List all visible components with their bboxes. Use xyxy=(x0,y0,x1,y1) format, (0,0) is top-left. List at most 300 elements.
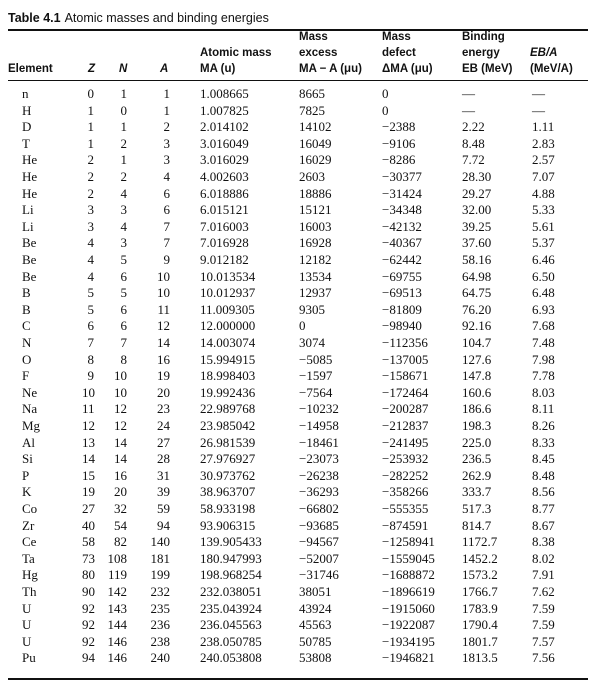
cell-mass-defect: −81809 xyxy=(382,301,422,317)
cell-atomic-mass: 23.985042 xyxy=(200,418,256,433)
cell-n: 142 xyxy=(107,584,127,599)
cell-n: 144 xyxy=(107,617,127,633)
cell-n: 146 xyxy=(107,650,127,666)
cell-mass-excess: 3074 xyxy=(299,335,325,350)
cell-mass-defect: −62442 xyxy=(382,252,422,267)
cell-mass-defect: −31424 xyxy=(382,185,422,201)
table-row xyxy=(0,534,597,551)
cell-z: 92 xyxy=(82,617,95,633)
cell-z: 5 xyxy=(87,301,94,317)
cell-element: He xyxy=(22,185,38,201)
cell-mass-defect: −555355 xyxy=(382,501,429,516)
table-row xyxy=(0,551,597,568)
cell-mass-excess: −93685 xyxy=(299,517,339,533)
cell-n: 2 xyxy=(120,135,127,151)
cell-eb-per-a: 8.38 xyxy=(532,534,555,550)
cell-n: 82 xyxy=(114,534,127,550)
cell-eb-per-a: 7.56 xyxy=(532,650,555,666)
cell-n: 143 xyxy=(107,600,127,616)
cell-mass-excess: −1597 xyxy=(299,368,333,384)
cell-z: 11 xyxy=(82,401,95,417)
cell-a: 3 xyxy=(163,135,170,151)
cell-binding-energy: 814.7 xyxy=(462,517,492,533)
cell-a: 140 xyxy=(150,534,170,550)
table-row xyxy=(0,435,597,452)
cell-a: 199 xyxy=(150,567,170,583)
cell-z: 10 xyxy=(82,384,95,400)
cell-mass-defect: 0 xyxy=(382,102,389,118)
cell-binding-energy: 1790.4 xyxy=(462,617,498,633)
cell-atomic-mass: 9.012182 xyxy=(200,252,249,267)
cell-eb-per-a: 6.46 xyxy=(532,252,555,267)
cell-element: K xyxy=(22,484,32,500)
header-z: Z xyxy=(88,63,96,75)
cell-eb-per-a: 8.67 xyxy=(532,517,555,533)
header-atomic-mass: Atomic mass MA (u) xyxy=(200,47,272,75)
cell-element: Al xyxy=(22,434,35,450)
cell-mass-defect: −1922087 xyxy=(382,617,435,633)
cell-atomic-mass: 3.016029 xyxy=(200,152,249,168)
cell-a: 20 xyxy=(157,384,170,400)
cell-binding-energy: 198.3 xyxy=(462,418,492,433)
cell-atomic-mass: 12.000000 xyxy=(200,318,256,334)
cell-n: 2 xyxy=(120,169,127,184)
cell-eb-per-a: 4.88 xyxy=(532,185,555,201)
cell-element: H xyxy=(22,102,32,118)
cell-mass-excess: 16029 xyxy=(299,152,332,168)
cell-binding-energy: 127.6 xyxy=(462,351,492,367)
cell-element: Be xyxy=(22,252,37,267)
cell-eb-per-a: 7.59 xyxy=(532,617,555,633)
table-row xyxy=(0,650,597,667)
cell-mass-excess: 13534 xyxy=(299,268,332,284)
cell-a: 240 xyxy=(150,650,170,666)
cell-mass-excess: 2603 xyxy=(299,169,325,184)
cell-binding-energy: 517.3 xyxy=(462,501,492,516)
cell-mass-excess: 38051 xyxy=(299,584,332,599)
cell-element: Co xyxy=(22,501,38,516)
cell-a: 27 xyxy=(157,434,170,450)
cell-atomic-mass: 11.009305 xyxy=(200,301,255,317)
cell-atomic-mass: 232.038051 xyxy=(200,584,262,599)
table-row xyxy=(0,219,597,236)
cell-mass-excess: −66802 xyxy=(299,501,339,516)
table-row xyxy=(0,352,597,369)
cell-a: 10 xyxy=(157,285,170,301)
cell-a: 39 xyxy=(157,484,170,500)
cell-n: 7 xyxy=(120,335,127,350)
cell-mass-defect: −40367 xyxy=(382,235,422,251)
cell-eb-per-a: 5.61 xyxy=(532,218,555,234)
cell-atomic-mass: 238.050785 xyxy=(200,633,262,649)
cell-a: 236 xyxy=(150,617,170,633)
cell-eb-per-a: 8.02 xyxy=(532,550,555,566)
cell-atomic-mass: 14.003074 xyxy=(200,335,256,350)
cell-mass-defect: −42132 xyxy=(382,218,422,234)
cell-mass-excess: 45563 xyxy=(299,617,332,633)
cell-atomic-mass: 10.013534 xyxy=(200,268,256,284)
cell-binding-energy: 262.9 xyxy=(462,467,492,483)
cell-binding-energy: 37.60 xyxy=(462,235,492,251)
cell-element: He xyxy=(22,169,38,184)
cell-binding-energy: 1452.2 xyxy=(462,550,498,566)
cell-eb-per-a: 8.03 xyxy=(532,384,555,400)
table-row xyxy=(0,152,597,169)
cell-n: 12 xyxy=(114,418,127,433)
cell-mass-excess: −18461 xyxy=(299,434,339,450)
cell-mass-excess: 16003 xyxy=(299,218,332,234)
cell-a: 232 xyxy=(150,584,170,599)
table-number: Table 4.1 xyxy=(8,11,61,25)
cell-a: 238 xyxy=(150,633,170,649)
cell-eb-per-a: 2.57 xyxy=(532,152,555,168)
cell-mass-excess: −14958 xyxy=(299,418,339,433)
cell-a: 59 xyxy=(157,501,170,516)
cell-mass-defect: −1896619 xyxy=(382,584,435,599)
header-element: Element xyxy=(8,63,53,75)
cell-a: 10 xyxy=(157,268,170,284)
cell-a: 2 xyxy=(163,119,170,135)
cell-z: 8 xyxy=(87,351,94,367)
cell-atomic-mass: 30.973762 xyxy=(200,467,256,483)
cell-element: Ce xyxy=(22,534,37,550)
cell-binding-energy: 92.16 xyxy=(462,318,492,334)
cell-mass-excess: −94567 xyxy=(299,534,339,550)
cell-z: 90 xyxy=(82,584,95,599)
cell-atomic-mass: 6.018886 xyxy=(200,185,249,201)
cell-atomic-mass: 2.014102 xyxy=(200,119,249,135)
cell-a: 6 xyxy=(163,185,170,201)
cell-element: Ta xyxy=(22,550,35,566)
cell-n: 20 xyxy=(114,484,127,500)
cell-element: D xyxy=(22,119,32,135)
cell-element: O xyxy=(22,351,32,367)
cell-a: 12 xyxy=(157,318,170,334)
cell-binding-energy: 29.27 xyxy=(462,185,492,201)
cell-mass-excess: −7564 xyxy=(299,384,333,400)
cell-element: U xyxy=(22,633,32,649)
cell-binding-energy: 28.30 xyxy=(462,169,492,184)
cell-z: 13 xyxy=(82,434,95,450)
cell-element: Si xyxy=(22,451,33,467)
cell-eb-per-a: 7.91 xyxy=(532,567,555,583)
cell-eb-per-a: 7.57 xyxy=(532,633,555,649)
cell-mass-defect: −8286 xyxy=(382,152,416,168)
header-eb-per-a: EB/A (MeV/A) xyxy=(530,47,573,75)
cell-mass-defect: −1559045 xyxy=(382,550,435,566)
cell-z: 58 xyxy=(82,534,95,550)
cell-eb-per-a: 7.07 xyxy=(532,169,555,184)
cell-atomic-mass: 1.007825 xyxy=(200,102,249,118)
cell-binding-energy: 1813.5 xyxy=(462,650,498,666)
cell-z: 5 xyxy=(87,285,94,301)
cell-mass-excess: 0 xyxy=(299,318,306,334)
cell-n: 8 xyxy=(120,351,127,367)
table-row xyxy=(0,103,597,120)
cell-eb-per-a: 7.62 xyxy=(532,584,555,599)
cell-binding-energy: 76.20 xyxy=(462,301,492,317)
cell-n: 6 xyxy=(120,318,127,334)
cell-element: C xyxy=(22,318,31,334)
cell-z: 4 xyxy=(87,252,94,267)
cell-atomic-mass: 38.963707 xyxy=(200,484,256,500)
cell-mass-defect: −158671 xyxy=(382,368,429,384)
cell-z: 2 xyxy=(87,185,94,201)
cell-eb-per-a: 6.50 xyxy=(532,268,555,284)
cell-a: 19 xyxy=(157,368,170,384)
cell-mass-excess: 16049 xyxy=(299,135,332,151)
table-row xyxy=(0,335,597,352)
cell-n: 32 xyxy=(114,501,127,516)
cell-binding-energy: 7.72 xyxy=(462,152,485,168)
cell-n: 14 xyxy=(114,451,127,467)
table-title: Atomic masses and binding energies xyxy=(64,11,269,25)
cell-atomic-mass: 240.053808 xyxy=(200,650,262,666)
cell-binding-energy: 104.7 xyxy=(462,335,492,350)
cell-atomic-mass: 58.933198 xyxy=(200,501,256,516)
cell-mass-defect: −69755 xyxy=(382,268,422,284)
cell-n: 119 xyxy=(107,567,127,583)
cell-atomic-mass: 7.016928 xyxy=(200,235,249,251)
table-row xyxy=(0,202,597,219)
cell-a: 3 xyxy=(163,152,170,168)
cell-eb-per-a: 5.37 xyxy=(532,235,555,251)
cell-mass-excess: 8665 xyxy=(299,86,325,101)
cell-eb-per-a: 8.77 xyxy=(532,501,555,516)
cell-element: Hg xyxy=(22,567,38,583)
cell-atomic-mass: 6.015121 xyxy=(200,202,249,218)
cell-binding-energy: 58.16 xyxy=(462,252,492,267)
cell-element: Li xyxy=(22,202,34,218)
table-row xyxy=(0,186,597,203)
header-binding-energy: Binding energy EB (MeV) xyxy=(462,31,513,75)
cell-mass-excess: 53808 xyxy=(299,650,332,666)
cell-z: 94 xyxy=(82,650,95,666)
cell-mass-defect: −98940 xyxy=(382,318,422,334)
cell-atomic-mass: 10.012937 xyxy=(200,285,256,301)
cell-eb-per-a: 7.48 xyxy=(532,335,555,350)
cell-element: U xyxy=(22,600,32,616)
cell-a: 7 xyxy=(163,218,170,234)
cell-mass-defect: −69513 xyxy=(382,285,422,301)
cell-element: N xyxy=(22,335,32,350)
cell-binding-energy: 225.0 xyxy=(462,434,492,450)
cell-mass-defect: −358266 xyxy=(382,484,429,500)
cell-mass-defect: −212837 xyxy=(382,418,429,433)
header-mass-excess: Mass excess MA − A (μu) xyxy=(299,31,362,75)
cell-z: 9 xyxy=(87,368,94,384)
cell-z: 2 xyxy=(87,169,94,184)
cell-element: T xyxy=(22,135,30,151)
cell-binding-energy: 64.75 xyxy=(462,285,492,301)
cell-eb-per-a: 8.11 xyxy=(532,401,555,417)
cell-element: Zr xyxy=(22,517,35,533)
cell-n: 6 xyxy=(120,268,127,284)
table-row xyxy=(0,634,597,651)
cell-eb-per-a: 7.59 xyxy=(532,600,555,616)
cell-z: 80 xyxy=(82,567,95,583)
cell-mass-excess: 12937 xyxy=(299,285,332,301)
cell-binding-energy: 8.48 xyxy=(462,135,485,151)
cell-eb-per-a: 8.45 xyxy=(532,451,555,467)
cell-z: 0 xyxy=(87,86,94,101)
table-row xyxy=(0,136,597,153)
table-row xyxy=(0,451,597,468)
cell-n: 108 xyxy=(107,550,127,566)
cell-element: Be xyxy=(22,268,37,284)
table-row xyxy=(0,285,597,302)
cell-binding-energy: 1172.7 xyxy=(462,534,498,550)
cell-n: 4 xyxy=(120,185,127,201)
cell-z: 92 xyxy=(82,633,95,649)
cell-a: 23 xyxy=(157,401,170,417)
cell-mass-defect: −874591 xyxy=(382,517,429,533)
table-row xyxy=(0,484,597,501)
cell-eb-per-a: — xyxy=(532,102,545,118)
cell-binding-energy: — xyxy=(462,86,475,101)
cell-mass-excess: 9305 xyxy=(299,301,325,317)
table-row xyxy=(0,169,597,186)
table-row xyxy=(0,252,597,269)
cell-binding-energy: 1766.7 xyxy=(462,584,498,599)
cell-binding-energy: 160.6 xyxy=(462,384,492,400)
cell-n: 6 xyxy=(120,301,127,317)
cell-atomic-mass: 235.043924 xyxy=(200,600,262,616)
cell-a: 7 xyxy=(163,235,170,251)
cell-n: 10 xyxy=(114,368,127,384)
cell-element: B xyxy=(22,285,31,301)
cell-z: 6 xyxy=(87,318,94,334)
cell-binding-energy: 236.5 xyxy=(462,451,492,467)
cell-element: Be xyxy=(22,235,37,251)
cell-atomic-mass: 3.016049 xyxy=(200,135,249,151)
cell-mass-defect: −172464 xyxy=(382,384,429,400)
cell-mass-defect: −200287 xyxy=(382,401,429,417)
cell-element: n xyxy=(22,86,29,101)
cell-eb-per-a: 6.48 xyxy=(532,285,555,301)
cell-element: Pu xyxy=(22,650,36,666)
table-row xyxy=(0,418,597,435)
cell-a: 94 xyxy=(157,517,170,533)
cell-mass-excess: −23073 xyxy=(299,451,339,467)
cell-a: 14 xyxy=(157,335,170,350)
cell-eb-per-a: 8.48 xyxy=(532,467,555,483)
cell-mass-defect: 0 xyxy=(382,86,389,101)
cell-z: 7 xyxy=(87,335,94,350)
cell-a: 9 xyxy=(163,252,170,267)
table-row xyxy=(0,318,597,335)
cell-mass-defect: −112356 xyxy=(382,335,428,350)
cell-binding-energy: 2.22 xyxy=(462,119,485,135)
cell-mass-excess: 15121 xyxy=(299,202,332,218)
cell-atomic-mass: 7.016003 xyxy=(200,218,249,234)
cell-n: 5 xyxy=(120,285,127,301)
cell-binding-energy: 1573.2 xyxy=(462,567,498,583)
cell-atomic-mass: 18.998403 xyxy=(200,368,256,384)
cell-z: 1 xyxy=(87,102,94,118)
cell-binding-energy: 64.98 xyxy=(462,268,492,284)
cell-mass-defect: −30377 xyxy=(382,169,422,184)
cell-mass-defect: −1258941 xyxy=(382,534,435,550)
cell-a: 31 xyxy=(157,467,170,483)
cell-atomic-mass: 22.989768 xyxy=(200,401,256,417)
header-n: N xyxy=(119,63,128,75)
table-row xyxy=(0,567,597,584)
table-row xyxy=(0,269,597,286)
cell-z: 40 xyxy=(82,517,95,533)
cell-mass-defect: −241495 xyxy=(382,434,429,450)
cell-eb-per-a: 5.33 xyxy=(532,202,555,218)
cell-binding-energy: 1801.7 xyxy=(462,633,498,649)
cell-z: 4 xyxy=(87,235,94,251)
table-row xyxy=(0,501,597,518)
cell-mass-defect: −1934195 xyxy=(382,633,435,649)
cell-a: 24 xyxy=(157,418,170,433)
cell-element: Th xyxy=(22,584,37,599)
cell-binding-energy: 186.6 xyxy=(462,401,492,417)
cell-mass-defect: −137005 xyxy=(382,351,429,367)
cell-z: 3 xyxy=(87,202,94,218)
cell-z: 3 xyxy=(87,218,94,234)
cell-mass-excess: 7825 xyxy=(299,102,325,118)
cell-binding-energy: 147.8 xyxy=(462,368,492,384)
cell-mass-excess: −5085 xyxy=(299,351,333,367)
table-row xyxy=(0,302,597,319)
bottom-rule xyxy=(8,678,588,680)
table-row xyxy=(0,385,597,402)
cell-element: Li xyxy=(22,218,34,234)
cell-atomic-mass: 1.008665 xyxy=(200,86,249,101)
cell-z: 92 xyxy=(82,600,95,616)
cell-z: 15 xyxy=(82,467,95,483)
cell-element: B xyxy=(22,301,31,317)
cell-mass-defect: −1946821 xyxy=(382,650,435,666)
cell-mass-defect: −9106 xyxy=(382,135,416,151)
cell-n: 146 xyxy=(107,633,127,649)
cell-mass-excess: −36293 xyxy=(299,484,339,500)
cell-atomic-mass: 15.994915 xyxy=(200,351,256,367)
cell-a: 16 xyxy=(157,351,170,367)
cell-a: 4 xyxy=(163,169,170,184)
cell-n: 54 xyxy=(114,517,127,533)
cell-element: Na xyxy=(22,401,38,417)
cell-mass-excess: 14102 xyxy=(299,119,332,135)
cell-eb-per-a: 2.83 xyxy=(532,135,555,151)
cell-eb-per-a: 7.78 xyxy=(532,368,555,384)
cell-z: 27 xyxy=(82,501,95,516)
cell-a: 11 xyxy=(157,301,170,317)
cell-eb-per-a: 8.26 xyxy=(532,418,555,433)
cell-mass-defect: −2388 xyxy=(382,119,416,135)
cell-a: 235 xyxy=(150,600,170,616)
cell-mass-defect: −1688872 xyxy=(382,567,435,583)
cell-a: 1 xyxy=(163,102,170,118)
cell-z: 73 xyxy=(82,550,95,566)
cell-atomic-mass: 19.992436 xyxy=(200,384,256,400)
cell-mass-excess: −31746 xyxy=(299,567,339,583)
table-row xyxy=(0,468,597,485)
cell-n: 1 xyxy=(120,119,127,135)
cell-binding-energy: 333.7 xyxy=(462,484,492,500)
cell-mass-defect: −1915060 xyxy=(382,600,435,616)
table-row xyxy=(0,617,597,634)
cell-n: 5 xyxy=(120,252,127,267)
cell-mass-defect: −34348 xyxy=(382,202,422,218)
cell-element: P xyxy=(22,467,30,483)
cell-eb-per-a: 8.56 xyxy=(532,484,555,500)
cell-binding-energy: 39.25 xyxy=(462,218,492,234)
cell-n: 3 xyxy=(120,235,127,251)
